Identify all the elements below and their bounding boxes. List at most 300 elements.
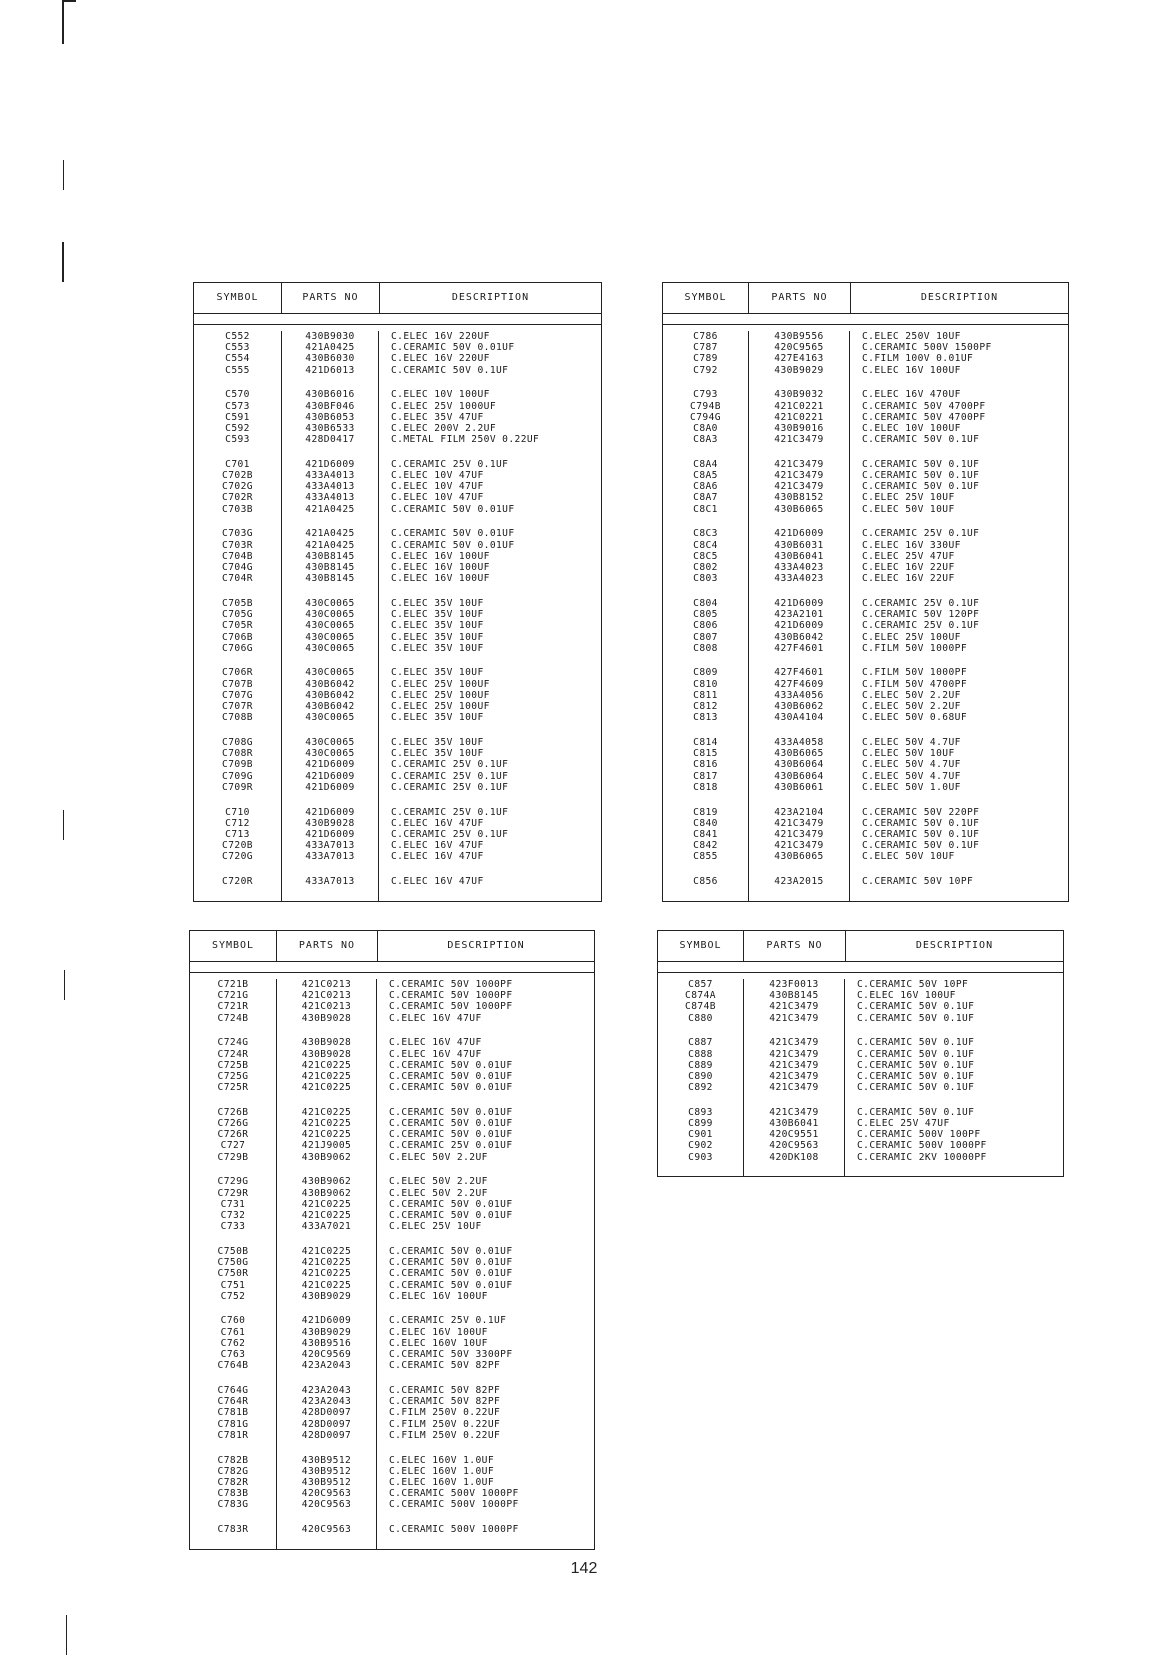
description-cell: C.CERAMIC 50V 0.1UF bbox=[857, 1012, 975, 1024]
parts-no-cell: 420C9569 bbox=[301, 1349, 352, 1361]
row-group bbox=[663, 331, 748, 376]
description-cell: C.CERAMIC 50V 0.1UF bbox=[862, 828, 980, 840]
parts-no-cell: 430B6041 bbox=[774, 550, 824, 562]
symbol-cell: C704B bbox=[222, 550, 253, 562]
symbol-header: SYMBOL bbox=[663, 283, 749, 313]
description-cell: C.ELEC 16V 100UF bbox=[389, 1290, 488, 1302]
parts-no-cell: 423F0013 bbox=[769, 979, 819, 990]
symbol-header: SYMBOL bbox=[658, 931, 744, 961]
parts-no-cell: 421C3479 bbox=[769, 1037, 819, 1049]
parts-no-header: PARTS NO bbox=[302, 292, 359, 304]
symbol-cell: C721B bbox=[217, 979, 249, 990]
parts-no-cell: 421C0225 bbox=[301, 1070, 352, 1082]
symbol-cell: C726G bbox=[217, 1118, 249, 1130]
row-group bbox=[190, 1246, 276, 1302]
description-cell: C.ELEC 10V 100UF bbox=[391, 389, 490, 401]
description-cell: C.ELEC 35V 10UF bbox=[391, 748, 484, 760]
symbol-cell: C727 bbox=[220, 1140, 246, 1152]
symbol-cell: C724G bbox=[217, 1037, 249, 1049]
parts-no-cell: 433A4013 bbox=[305, 470, 355, 482]
symbol-cell: C809 bbox=[693, 667, 718, 679]
symbol-cell: C819 bbox=[693, 806, 718, 818]
symbol-cell: C720B bbox=[222, 840, 253, 852]
description-cell: C.ELEC 50V 4.7UF bbox=[862, 759, 961, 771]
description-cell: C.CERAMIC 25V 0.1UF bbox=[391, 759, 509, 771]
symbol-cell: C781G bbox=[217, 1418, 249, 1430]
symbol-cell: C713 bbox=[225, 828, 250, 840]
description-cell: C.ELEC 50V 10UF bbox=[862, 748, 955, 760]
description-cell: C.ELEC 25V 1000UF bbox=[391, 400, 496, 412]
parts-no-cell: 430B9032 bbox=[774, 389, 824, 401]
symbol-cell: C793 bbox=[693, 389, 718, 401]
symbol-cell: C721G bbox=[217, 990, 249, 1002]
description-cell: C.CERAMIC 50V 82PF bbox=[389, 1396, 501, 1408]
symbol-cell: C842 bbox=[693, 840, 718, 852]
parts-no-cell: 423A2043 bbox=[301, 1385, 352, 1396]
parts-no-cell: 430B8145 bbox=[305, 561, 355, 573]
description-cell: C.FILM 50V 1000PF bbox=[862, 642, 967, 654]
parts-no-cell: 421C0213 bbox=[301, 1001, 352, 1013]
parts-no-cell: 421D6009 bbox=[305, 770, 355, 782]
row-group bbox=[663, 876, 748, 887]
scan-mark bbox=[63, 810, 64, 840]
symbol-cell: C787 bbox=[693, 342, 718, 354]
description-cell: C.CERAMIC 500V 1500PF bbox=[862, 342, 992, 354]
description-cell: C.ELEC 50V 2.2UF bbox=[389, 1187, 488, 1199]
row-group bbox=[190, 979, 276, 1024]
symbol-cell: C721R bbox=[217, 1001, 249, 1013]
symbol-cell: C8A4 bbox=[693, 458, 718, 470]
parts-no-column bbox=[277, 979, 377, 1549]
row-group bbox=[194, 598, 281, 654]
description-cell: C.CERAMIC 50V 0.1UF bbox=[862, 481, 980, 493]
symbol-cell: C857 bbox=[688, 979, 713, 990]
parts-no-column bbox=[282, 331, 379, 901]
description-cell: C.CERAMIC 25V 0.1UF bbox=[391, 770, 509, 782]
symbol-cell: C781R bbox=[217, 1429, 249, 1441]
description-cell: C.ELEC 16V 100UF bbox=[391, 550, 490, 562]
row-group bbox=[663, 389, 748, 445]
description-cell: C.CERAMIC 50V 0.01UF bbox=[389, 1245, 513, 1257]
description-cell: C.ELEC 16V 47UF bbox=[389, 1012, 482, 1024]
scan-mark bbox=[64, 970, 65, 1000]
symbol-cell: C763 bbox=[220, 1349, 246, 1361]
symbol-cell: C813 bbox=[693, 712, 718, 724]
parts-no-cell: 421C0225 bbox=[301, 1245, 352, 1257]
description-cell: C.ELEC 16V 47UF bbox=[391, 840, 484, 852]
row-group bbox=[190, 1037, 276, 1093]
row-group bbox=[663, 737, 748, 793]
symbol-column bbox=[658, 979, 744, 1176]
parts-no-cell: 421A0425 bbox=[305, 503, 355, 515]
table-header bbox=[663, 283, 1068, 314]
symbol-cell: C702B bbox=[222, 470, 253, 482]
description-cell: C.ELEC 25V 100UF bbox=[391, 678, 490, 690]
parts-no-cell: 430B9516 bbox=[301, 1337, 352, 1349]
parts-no-cell: 430B9512 bbox=[301, 1465, 352, 1477]
row-group bbox=[194, 807, 281, 863]
row-group bbox=[391, 528, 601, 584]
parts-no-cell: 433A4056 bbox=[774, 689, 824, 701]
symbol-cell: C733 bbox=[220, 1221, 246, 1233]
parts-no-cell: 420C9565 bbox=[774, 342, 824, 354]
description-cell: C.METAL FILM 250V 0.22UF bbox=[391, 434, 540, 446]
symbol-cell: C710 bbox=[225, 806, 250, 818]
parts-no-cell: 421C0225 bbox=[301, 1059, 352, 1071]
symbol-cell: C880 bbox=[688, 1012, 713, 1024]
symbol-cell: C720G bbox=[222, 851, 253, 863]
symbol-cell: C762 bbox=[220, 1337, 246, 1349]
description-cell: C.ELEC 16V 100UF bbox=[862, 364, 961, 376]
description-cell: C.CERAMIC 50V 4700PF bbox=[862, 400, 986, 412]
parts-no-cell: 430B9062 bbox=[301, 1187, 352, 1199]
description-column bbox=[845, 979, 1063, 1176]
parts-no-cell: 421C3479 bbox=[774, 817, 824, 829]
description-cell: C.CERAMIC 50V 0.01UF bbox=[391, 503, 515, 515]
symbol-cell: C750B bbox=[217, 1245, 249, 1257]
symbol-cell: C782R bbox=[217, 1476, 249, 1488]
symbol-header: SYMBOL bbox=[194, 283, 282, 313]
row-group bbox=[389, 1315, 594, 1371]
symbol-cell: C887 bbox=[688, 1037, 713, 1049]
parts-no-cell: 430B6042 bbox=[305, 689, 355, 701]
parts-no-cell: 430C0065 bbox=[305, 712, 355, 724]
description-cell: C.CERAMIC 50V 0.01UF bbox=[391, 528, 515, 540]
symbol-cell: C752 bbox=[220, 1290, 246, 1302]
parts-no-column bbox=[744, 979, 845, 1176]
symbol-cell: C816 bbox=[693, 759, 718, 771]
description-cell: C.ELEC 50V 4.7UF bbox=[862, 770, 961, 782]
symbol-cell: C890 bbox=[688, 1070, 713, 1082]
symbol-cell: C705B bbox=[222, 597, 253, 609]
symbol-cell: C892 bbox=[688, 1082, 713, 1094]
symbol-cell: C804 bbox=[693, 597, 718, 609]
parts-no-cell: 430B9062 bbox=[301, 1176, 352, 1188]
row-group bbox=[277, 1524, 376, 1535]
parts-no-cell: 421C3479 bbox=[769, 1070, 819, 1082]
parts-table-1 bbox=[193, 282, 602, 902]
parts-no-cell: 430B8152 bbox=[774, 492, 824, 504]
symbol-cell: C726R bbox=[217, 1129, 249, 1141]
row-group bbox=[277, 1107, 376, 1163]
description-cell: C.CERAMIC 25V 0.1UF bbox=[391, 806, 509, 818]
parts-no-cell: 433A7021 bbox=[301, 1221, 352, 1233]
symbol-cell: C708B bbox=[222, 712, 253, 724]
description-cell: C.CERAMIC 50V 0.01UF bbox=[389, 1059, 513, 1071]
description-cell: C.ELEC 50V 1.0UF bbox=[862, 781, 961, 793]
description-cell: C.CERAMIC 50V 0.01UF bbox=[389, 1257, 513, 1269]
description-cell: C.CERAMIC 50V 3300PF bbox=[389, 1349, 513, 1361]
parts-no-cell: 421C3479 bbox=[774, 434, 824, 446]
parts-no-cell: 433A7013 bbox=[305, 876, 355, 888]
parts-no-cell: 430B6031 bbox=[774, 539, 824, 551]
description-cell: C.ELEC 160V 10UF bbox=[389, 1337, 488, 1349]
table-header bbox=[190, 931, 594, 962]
row-group bbox=[744, 979, 844, 1024]
parts-no-cell: 421C0225 bbox=[301, 1118, 352, 1130]
parts-no-cell: 430B6041 bbox=[769, 1118, 819, 1130]
row-group bbox=[391, 598, 601, 654]
parts-no-cell: 421D6009 bbox=[305, 781, 355, 793]
symbol-cell: C8C1 bbox=[693, 503, 718, 515]
description-cell: C.ELEC 160V 1.0UF bbox=[389, 1454, 494, 1466]
row-group bbox=[391, 667, 601, 723]
row-group bbox=[749, 807, 849, 863]
description-column bbox=[850, 331, 1068, 901]
row-group bbox=[194, 459, 281, 515]
row-group bbox=[391, 389, 601, 445]
parts-no-cell: 421C0225 bbox=[301, 1279, 352, 1291]
parts-no-cell: 421C3479 bbox=[769, 1082, 819, 1094]
parts-no-cell: 421D6009 bbox=[305, 458, 355, 470]
symbol-cell: C701 bbox=[225, 458, 250, 470]
parts-no-cell: 433A4013 bbox=[305, 481, 355, 493]
symbol-cell: C810 bbox=[693, 678, 718, 690]
symbol-cell: C893 bbox=[688, 1106, 713, 1118]
row-group bbox=[194, 528, 281, 584]
parts-no-cell: 421D6013 bbox=[305, 364, 355, 376]
description-cell: C.CERAMIC 50V 0.1UF bbox=[391, 364, 509, 376]
row-group bbox=[282, 459, 378, 515]
parts-no-cell: 421C3479 bbox=[774, 840, 824, 852]
symbol-cell: C725R bbox=[217, 1082, 249, 1094]
description-cell: C.ELEC 10V 100UF bbox=[862, 422, 961, 434]
parts-no-cell: 421C3479 bbox=[774, 458, 824, 470]
description-cell: C.ELEC 50V 2.2UF bbox=[389, 1151, 488, 1163]
row-group bbox=[389, 1176, 594, 1232]
symbol-cell: C704R bbox=[222, 573, 253, 585]
parts-no-header: PARTS NO bbox=[298, 940, 356, 952]
parts-no-cell: 421D6009 bbox=[301, 1315, 352, 1327]
scan-mark bbox=[66, 1615, 67, 1655]
description-header: DESCRIPTION bbox=[850, 283, 1068, 313]
row-group bbox=[282, 737, 378, 793]
page-number: 142 bbox=[570, 1560, 598, 1577]
description-cell: C.CERAMIC 50V 0.01UF bbox=[389, 1118, 513, 1130]
description-cell: C.CERAMIC 25V 0.1UF bbox=[391, 828, 509, 840]
parts-no-cell: 430B9028 bbox=[301, 1048, 352, 1060]
parts-no-cell: 430B6042 bbox=[305, 678, 355, 690]
parts-no-cell: 430B6062 bbox=[774, 701, 824, 713]
row-group bbox=[282, 807, 378, 863]
parts-no-cell: 421C3479 bbox=[774, 470, 824, 482]
symbol-cell: C855 bbox=[693, 851, 718, 863]
symbol-cell: C702R bbox=[222, 492, 253, 504]
row-group bbox=[194, 389, 281, 445]
row-group bbox=[391, 737, 601, 793]
description-cell: C.CERAMIC 50V 0.1UF bbox=[857, 1001, 975, 1013]
row-group bbox=[389, 1524, 594, 1535]
parts-no-cell: 430B9512 bbox=[301, 1454, 352, 1466]
row-group bbox=[749, 528, 849, 584]
row-group bbox=[389, 1455, 594, 1511]
parts-no-cell: 420C9563 bbox=[301, 1488, 352, 1500]
description-column bbox=[379, 331, 601, 901]
row-group bbox=[277, 1455, 376, 1511]
parts-no-cell: 421D6009 bbox=[305, 806, 355, 818]
parts-no-cell: 433A4023 bbox=[774, 561, 824, 573]
table-body bbox=[190, 973, 594, 1549]
row-group bbox=[194, 331, 281, 376]
row-group bbox=[194, 876, 281, 887]
description-column bbox=[377, 979, 594, 1549]
description-cell: C.CERAMIC 25V 0.1UF bbox=[862, 528, 980, 540]
row-group bbox=[749, 876, 849, 887]
row-group bbox=[277, 1246, 376, 1302]
row-group bbox=[862, 667, 1068, 723]
symbol-cell: C724B bbox=[217, 1012, 249, 1024]
parts-no-cell: 421C0213 bbox=[301, 990, 352, 1002]
description-cell: C.CERAMIC 50V 0.1UF bbox=[857, 1037, 975, 1049]
description-cell: C.FILM 250V 0.22UF bbox=[389, 1429, 501, 1441]
parts-no-cell: 421A0425 bbox=[305, 342, 355, 354]
parts-no-cell: 430B9016 bbox=[774, 422, 824, 434]
parts-no-cell: 430BF046 bbox=[305, 400, 355, 412]
parts-no-cell: 421C0225 bbox=[301, 1198, 352, 1210]
scan-bracket-top-tick bbox=[62, 0, 76, 2]
parts-no-cell: 430B9029 bbox=[301, 1326, 352, 1338]
symbol-cell: C818 bbox=[693, 781, 718, 793]
parts-no-cell: 433A7013 bbox=[305, 840, 355, 852]
description-cell: C.ELEC 16V 47UF bbox=[391, 851, 484, 863]
row-group bbox=[391, 876, 601, 887]
symbol-cell: C783B bbox=[217, 1488, 249, 1500]
parts-no-cell: 430B9062 bbox=[301, 1151, 352, 1163]
parts-no-cell: 420C9563 bbox=[769, 1140, 819, 1152]
symbol-cell: C709B bbox=[222, 759, 253, 771]
parts-no-cell: 421C3479 bbox=[774, 481, 824, 493]
parts-no-cell: 430B9029 bbox=[774, 364, 824, 376]
description-cell: C.ELEC 160V 1.0UF bbox=[389, 1465, 494, 1477]
symbol-cell: C751 bbox=[220, 1279, 246, 1291]
description-cell: C.FILM 50V 1000PF bbox=[862, 667, 967, 679]
symbol-cell: C724R bbox=[217, 1048, 249, 1060]
row-group bbox=[277, 979, 376, 1024]
symbol-cell: C807 bbox=[693, 631, 718, 643]
description-cell: C.ELEC 35V 10UF bbox=[391, 737, 484, 748]
symbol-cell: C573 bbox=[225, 400, 250, 412]
parts-no-cell: 421D6009 bbox=[305, 759, 355, 771]
symbol-cell: C794B bbox=[690, 400, 721, 412]
row-group bbox=[190, 1524, 276, 1535]
symbol-cell: C794G bbox=[690, 411, 721, 423]
parts-no-cell: 421C0225 bbox=[301, 1129, 352, 1141]
symbol-cell: C840 bbox=[693, 817, 718, 829]
parts-no-cell: 430B9512 bbox=[301, 1476, 352, 1488]
row-group bbox=[749, 598, 849, 654]
symbol-cell: C781B bbox=[217, 1407, 249, 1419]
row-group bbox=[190, 1385, 276, 1441]
parts-no-cell: 430B9030 bbox=[305, 331, 355, 342]
parts-no-cell: 430C0065 bbox=[305, 620, 355, 632]
symbol-cell: C901 bbox=[688, 1129, 713, 1141]
description-cell: C.ELEC 16V 220UF bbox=[391, 353, 490, 365]
parts-no-cell: 430B9029 bbox=[301, 1290, 352, 1302]
description-cell: C.CERAMIC 50V 10PF bbox=[862, 876, 974, 888]
row-group bbox=[194, 737, 281, 793]
parts-no-cell: 421C3479 bbox=[769, 1012, 819, 1024]
row-group bbox=[744, 1107, 844, 1163]
description-cell: C.CERAMIC 500V 1000PF bbox=[389, 1499, 519, 1511]
symbol-header: SYMBOL bbox=[190, 931, 277, 961]
row-group bbox=[277, 1315, 376, 1371]
description-cell: C.ELEC 25V 100UF bbox=[862, 631, 961, 643]
description-cell: C.ELEC 16V 47UF bbox=[391, 876, 484, 888]
row-group bbox=[282, 876, 378, 887]
symbol-cell: C802 bbox=[693, 561, 718, 573]
description-cell: C.ELEC 16V 100UF bbox=[391, 573, 490, 585]
symbol-cell: C708G bbox=[222, 737, 253, 748]
symbol-cell: C750R bbox=[217, 1268, 249, 1280]
scan-mark bbox=[63, 160, 64, 190]
row-group bbox=[749, 331, 849, 376]
symbol-cell: C841 bbox=[693, 828, 718, 840]
description-cell: C.ELEC 16V 22UF bbox=[862, 561, 955, 573]
parts-no-cell: 430B6061 bbox=[774, 781, 824, 793]
symbol-cell: C720R bbox=[222, 876, 253, 888]
symbol-cell: C761 bbox=[220, 1326, 246, 1338]
parts-no-cell: 430B8145 bbox=[769, 990, 819, 1002]
description-cell: C.CERAMIC 50V 0.1UF bbox=[857, 1059, 975, 1071]
symbol-cell: C8A0 bbox=[693, 422, 718, 434]
parts-no-cell: 430B6042 bbox=[305, 701, 355, 713]
description-cell: C.CERAMIC 50V 0.1UF bbox=[857, 1070, 975, 1082]
description-cell: C.FILM 100V 0.01UF bbox=[862, 353, 974, 365]
row-group bbox=[749, 737, 849, 793]
symbol-column bbox=[190, 979, 277, 1549]
symbol-cell: C750G bbox=[217, 1257, 249, 1269]
description-cell: C.ELEC 16V 470UF bbox=[862, 389, 961, 401]
description-cell: C.ELEC 16V 47UF bbox=[391, 817, 484, 829]
symbol-cell: C764G bbox=[217, 1385, 249, 1396]
row-group bbox=[663, 667, 748, 723]
row-group bbox=[663, 459, 748, 515]
parts-no-cell: 423A2104 bbox=[774, 806, 824, 818]
symbol-cell: C786 bbox=[693, 331, 718, 342]
row-group bbox=[277, 1385, 376, 1441]
description-cell: C.ELEC 35V 10UF bbox=[391, 597, 484, 609]
symbol-cell: C553 bbox=[225, 342, 250, 354]
parts-no-cell: 430B6030 bbox=[305, 353, 355, 365]
parts-no-cell: 421D6009 bbox=[774, 620, 824, 632]
parts-no-cell: 430B6064 bbox=[774, 770, 824, 782]
parts-no-cell: 433A4013 bbox=[305, 492, 355, 504]
parts-no-cell: 430B6064 bbox=[774, 759, 824, 771]
symbol-cell: C725B bbox=[217, 1059, 249, 1071]
row-group bbox=[389, 1385, 594, 1441]
table-header bbox=[194, 283, 601, 314]
description-cell: C.CERAMIC 25V 0.1UF bbox=[389, 1315, 507, 1327]
symbol-column bbox=[194, 331, 282, 901]
row-group bbox=[862, 876, 1068, 887]
description-cell: C.CERAMIC 2KV 10000PF bbox=[857, 1151, 987, 1163]
symbol-cell: C732 bbox=[220, 1209, 246, 1221]
symbol-cell: C707B bbox=[222, 678, 253, 690]
description-cell: C.ELEC 50V 10UF bbox=[862, 503, 955, 515]
description-cell: C.CERAMIC 500V 1000PF bbox=[389, 1488, 519, 1500]
symbol-cell: C8C4 bbox=[693, 539, 718, 551]
parts-no-cell: 428D0097 bbox=[301, 1418, 352, 1430]
row-group bbox=[663, 598, 748, 654]
parts-no-cell: 430B6065 bbox=[774, 503, 824, 515]
symbol-cell: C729R bbox=[217, 1187, 249, 1199]
description-cell: C.CERAMIC 50V 0.1UF bbox=[862, 817, 980, 829]
description-cell: C.ELEC 16V 22UF bbox=[862, 573, 955, 585]
parts-no-cell: 421J9005 bbox=[301, 1140, 352, 1152]
description-cell: C.CERAMIC 50V 0.01UF bbox=[389, 1082, 513, 1094]
description-cell: C.CERAMIC 50V 0.01UF bbox=[389, 1106, 513, 1118]
symbol-cell: C8C5 bbox=[693, 550, 718, 562]
